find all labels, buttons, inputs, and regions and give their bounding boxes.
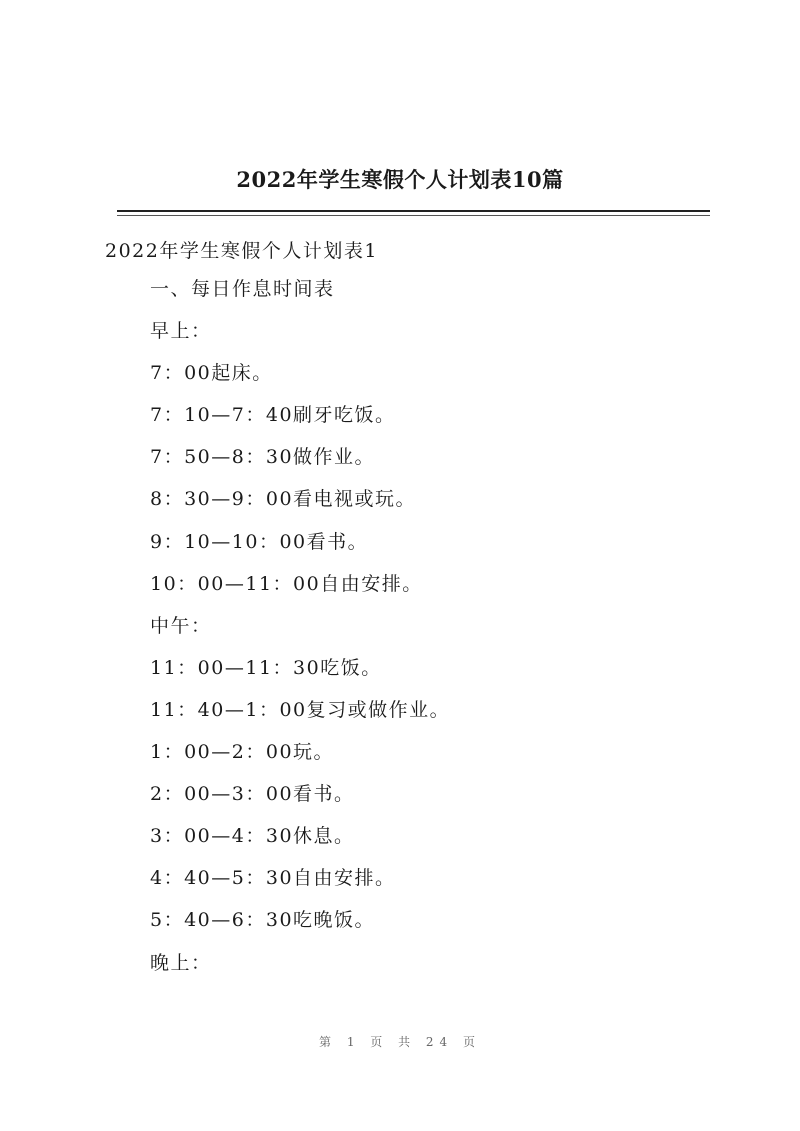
schedule-item: 9：10—10：00看书。 [150, 530, 369, 553]
schedule-item: 1：00—2：00玩。 [150, 741, 335, 764]
period-label-noon: 中午： [150, 614, 212, 637]
schedule-item: 4：40—5：30自由安排。 [150, 867, 396, 890]
page-footer: 第 1 页 共 24 页 [319, 1035, 481, 1049]
schedule-item: 11：40—1：00复习或做作业。 [150, 698, 451, 721]
schedule-item: 3：00—4：30休息。 [150, 825, 355, 848]
title-divider-thick [117, 210, 710, 212]
schedule-item: 7：50—8：30做作业。 [150, 446, 376, 469]
schedule-item: 10：00—11：00自由安排。 [150, 572, 423, 595]
schedule-item: 5：40—6：30吃晚饭。 [150, 909, 376, 932]
period-label-evening: 晚上： [150, 951, 212, 974]
schedule-heading: 一、每日作息时间表 [150, 278, 335, 300]
title-divider-thin [117, 215, 710, 216]
schedule-item: 7：00起床。 [150, 362, 273, 385]
schedule-item: 11：00—11：30吃饭。 [150, 656, 382, 679]
section-heading: 2022年学生寒假个人计划表1 [105, 240, 378, 262]
schedule-item: 2：00—3：00看书。 [150, 783, 355, 806]
document-title: 2022年学生寒假个人计划表10篇 [236, 167, 564, 192]
schedule-item: 8：30—9：00看电视或玩。 [150, 488, 417, 511]
schedule-item: 7：10—7：40刷牙吃饭。 [150, 404, 396, 427]
schedule-list [150, 276, 450, 992]
period-label-morning: 早上： [150, 320, 212, 343]
